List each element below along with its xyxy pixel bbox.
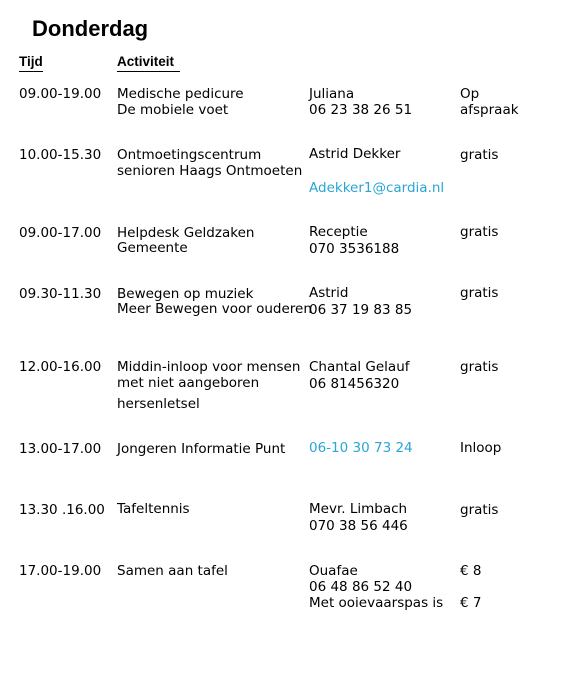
row-activity: De mobiele voet xyxy=(117,102,229,118)
row-contact: 070 3536188 xyxy=(309,241,400,257)
row-contact: Chantal Gelauf xyxy=(309,359,410,375)
row-contact: 070 38 56 446 xyxy=(309,518,408,534)
row-activity: Gemeente xyxy=(117,240,188,256)
row-time: 09.30-11.30 xyxy=(19,286,102,302)
row-cost: € 7 xyxy=(460,595,482,611)
row-cost: gratis xyxy=(460,224,499,240)
row-contact: 06 81456320 xyxy=(309,376,400,392)
row-activity: Samen aan tafel xyxy=(117,563,228,579)
row-activity: Meer Bewegen voor ouderen xyxy=(117,301,312,317)
row-cost: gratis xyxy=(460,502,499,518)
row-activity: hersenletsel xyxy=(117,396,200,412)
row-contact: Juliana xyxy=(309,86,355,102)
row-activity: Helpdesk Geldzaken xyxy=(117,225,255,241)
row-contact: Receptie xyxy=(309,224,368,240)
row-time: 17.00-19.00 xyxy=(19,563,102,579)
header-time: Tijd xyxy=(19,54,43,72)
row-contact: Mevr. Limbach xyxy=(309,501,408,517)
row-activity: met niet aangeboren xyxy=(117,375,260,391)
page-title: Donderdag xyxy=(32,16,149,41)
row-time: 13.00-17.00 xyxy=(19,441,102,457)
row-time: 13.30 .16.00 xyxy=(19,502,105,518)
row-activity: Tafeltennis xyxy=(117,501,190,517)
row-contact: 06 23 38 26 51 xyxy=(309,102,413,118)
row-contact: Astrid Dekker xyxy=(309,146,401,162)
row-activity: Middin-inloop voor mensen xyxy=(117,359,301,375)
row-cost: gratis xyxy=(460,285,499,301)
row-contact: Astrid xyxy=(309,285,349,301)
phone-link[interactable]: 06-10 30 73 24 xyxy=(309,440,413,456)
row-activity: senioren Haags Ontmoeten xyxy=(117,163,303,179)
row-activity: Ontmoetingscentrum xyxy=(117,147,262,163)
row-contact: Met ooievaarspas is xyxy=(309,595,444,611)
email-link[interactable]: Adekker1@cardia.nl xyxy=(309,180,445,196)
header-activity: Activiteit xyxy=(117,54,180,72)
row-cost: Inloop xyxy=(460,440,502,456)
row-activity: Medische pedicure xyxy=(117,86,244,102)
row-contact: Ouafae xyxy=(309,563,358,579)
row-activity: Jongeren Informatie Punt xyxy=(117,441,286,457)
row-cost: afspraak xyxy=(460,102,519,118)
row-time: 09.00-19.00 xyxy=(19,86,102,102)
row-time: 09.00-17.00 xyxy=(19,225,102,241)
row-activity: Bewegen op muziek xyxy=(117,286,254,302)
row-cost: gratis xyxy=(460,147,499,163)
row-time: 10.00-15.30 xyxy=(19,147,102,163)
row-cost: gratis xyxy=(460,359,499,375)
row-time: 12.00-16.00 xyxy=(19,359,102,375)
row-contact: 06 37 19 83 85 xyxy=(309,302,413,318)
row-contact: 06 48 86 52 40 xyxy=(309,579,413,595)
row-cost: € 8 xyxy=(460,563,482,579)
row-cost: Op xyxy=(460,86,480,102)
